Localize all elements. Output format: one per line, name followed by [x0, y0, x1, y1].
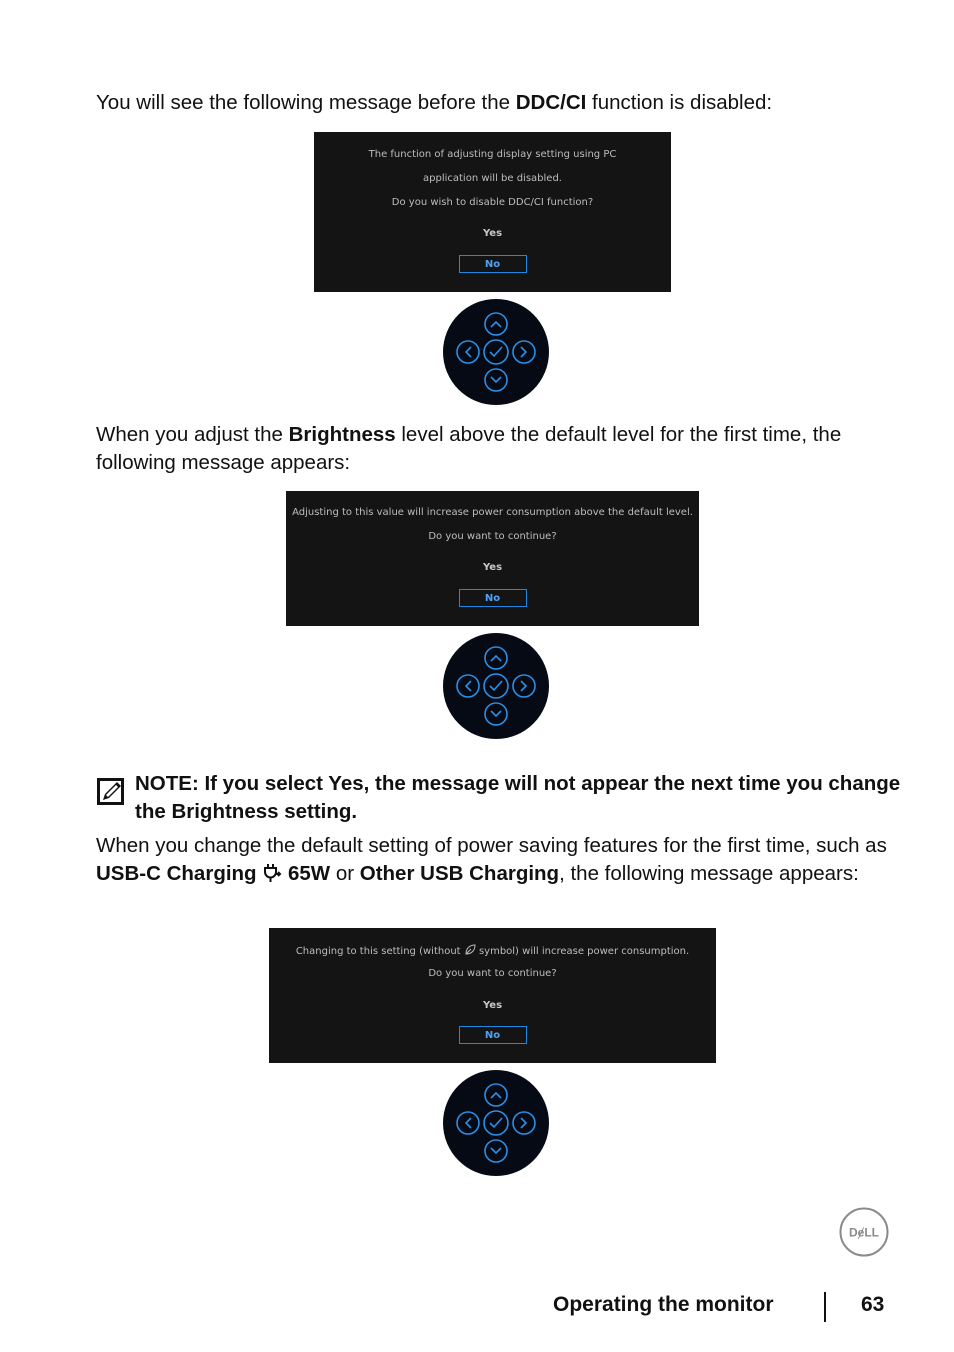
footer-section-title: Operating the monitor — [553, 1293, 774, 1316]
osd2-message-line-1: Adjusting to this value will increase power consumption above the default level. — [292, 507, 693, 518]
footer-separator — [824, 1292, 826, 1322]
osd1-message-line-2: application will be disabled. — [423, 173, 562, 184]
osd2-message-line-2: Do you want to continue? — [428, 531, 557, 542]
dell-logo-icon — [838, 1206, 890, 1258]
para3-text-2: or — [330, 861, 360, 885]
para2-text-after: level above the default level for the first time, the following message appears: — [96, 423, 842, 474]
para3-bold-65w: 65W — [282, 861, 331, 885]
osd1-message-line-1: The function of adjusting display setting using PC — [368, 149, 617, 160]
brightness-paragraph — [96, 421, 896, 476]
para3-text-3: , the following message appears: — [559, 861, 859, 885]
note-pencil-icon — [97, 778, 124, 805]
energy-leaf-icon — [464, 944, 476, 955]
osd1-message-line-3: Do you wish to disable DDC/CI function? — [391, 197, 594, 208]
note-text: NOTE: If you select Yes, the message will not appear the next time you change the Brightness setting. — [135, 772, 901, 823]
para2-bold-brightness: Brightness — [288, 423, 396, 446]
osd3-message-line-1 — [269, 944, 716, 957]
osd-power-dialog — [269, 928, 716, 1063]
osd3-no-option[interactable]: No — [459, 1026, 527, 1044]
usb-power-icon — [262, 863, 282, 883]
page-number: 63 — [861, 1293, 885, 1316]
para1-text-before: You will see the following message before the — [96, 91, 516, 114]
osd3-message-line-2: Do you want to continue? — [428, 968, 557, 979]
para3-bold-usbc-charging: USB-C Charging — [96, 861, 257, 885]
para3-text-1: When you change the default setting of power saving features for the first time, such as — [96, 834, 887, 857]
intro-ddcci-paragraph — [96, 89, 896, 117]
osd3-yes-option[interactable]: Yes — [482, 1000, 503, 1011]
osd2-no-option[interactable]: No — [459, 589, 527, 607]
osd2-yes-option[interactable]: Yes — [482, 562, 503, 573]
para1-text-after: function is disabled: — [586, 91, 773, 114]
osd1-no-option[interactable]: No — [459, 255, 527, 273]
joystick-icon — [443, 1070, 549, 1176]
osd3-line1-after: symbol) will increase power consumption. — [475, 946, 690, 957]
power-saving-paragraph — [96, 832, 896, 887]
svg-text:DɇLL: DɇLL — [849, 1225, 879, 1240]
para3-bold-other-usb-charging: Other USB Charging — [359, 861, 560, 885]
osd3-line1-before: Changing to this setting (without — [295, 946, 464, 957]
osd1-yes-option[interactable]: Yes — [482, 228, 503, 239]
osd-ddcci-dialog — [314, 132, 671, 292]
joystick-icon — [443, 299, 549, 405]
osd-brightness-dialog — [286, 491, 699, 626]
para1-bold-ddcci: DDC/CI — [515, 91, 587, 114]
para2-text-before: When you adjust the — [96, 423, 289, 446]
joystick-icon — [443, 633, 549, 739]
